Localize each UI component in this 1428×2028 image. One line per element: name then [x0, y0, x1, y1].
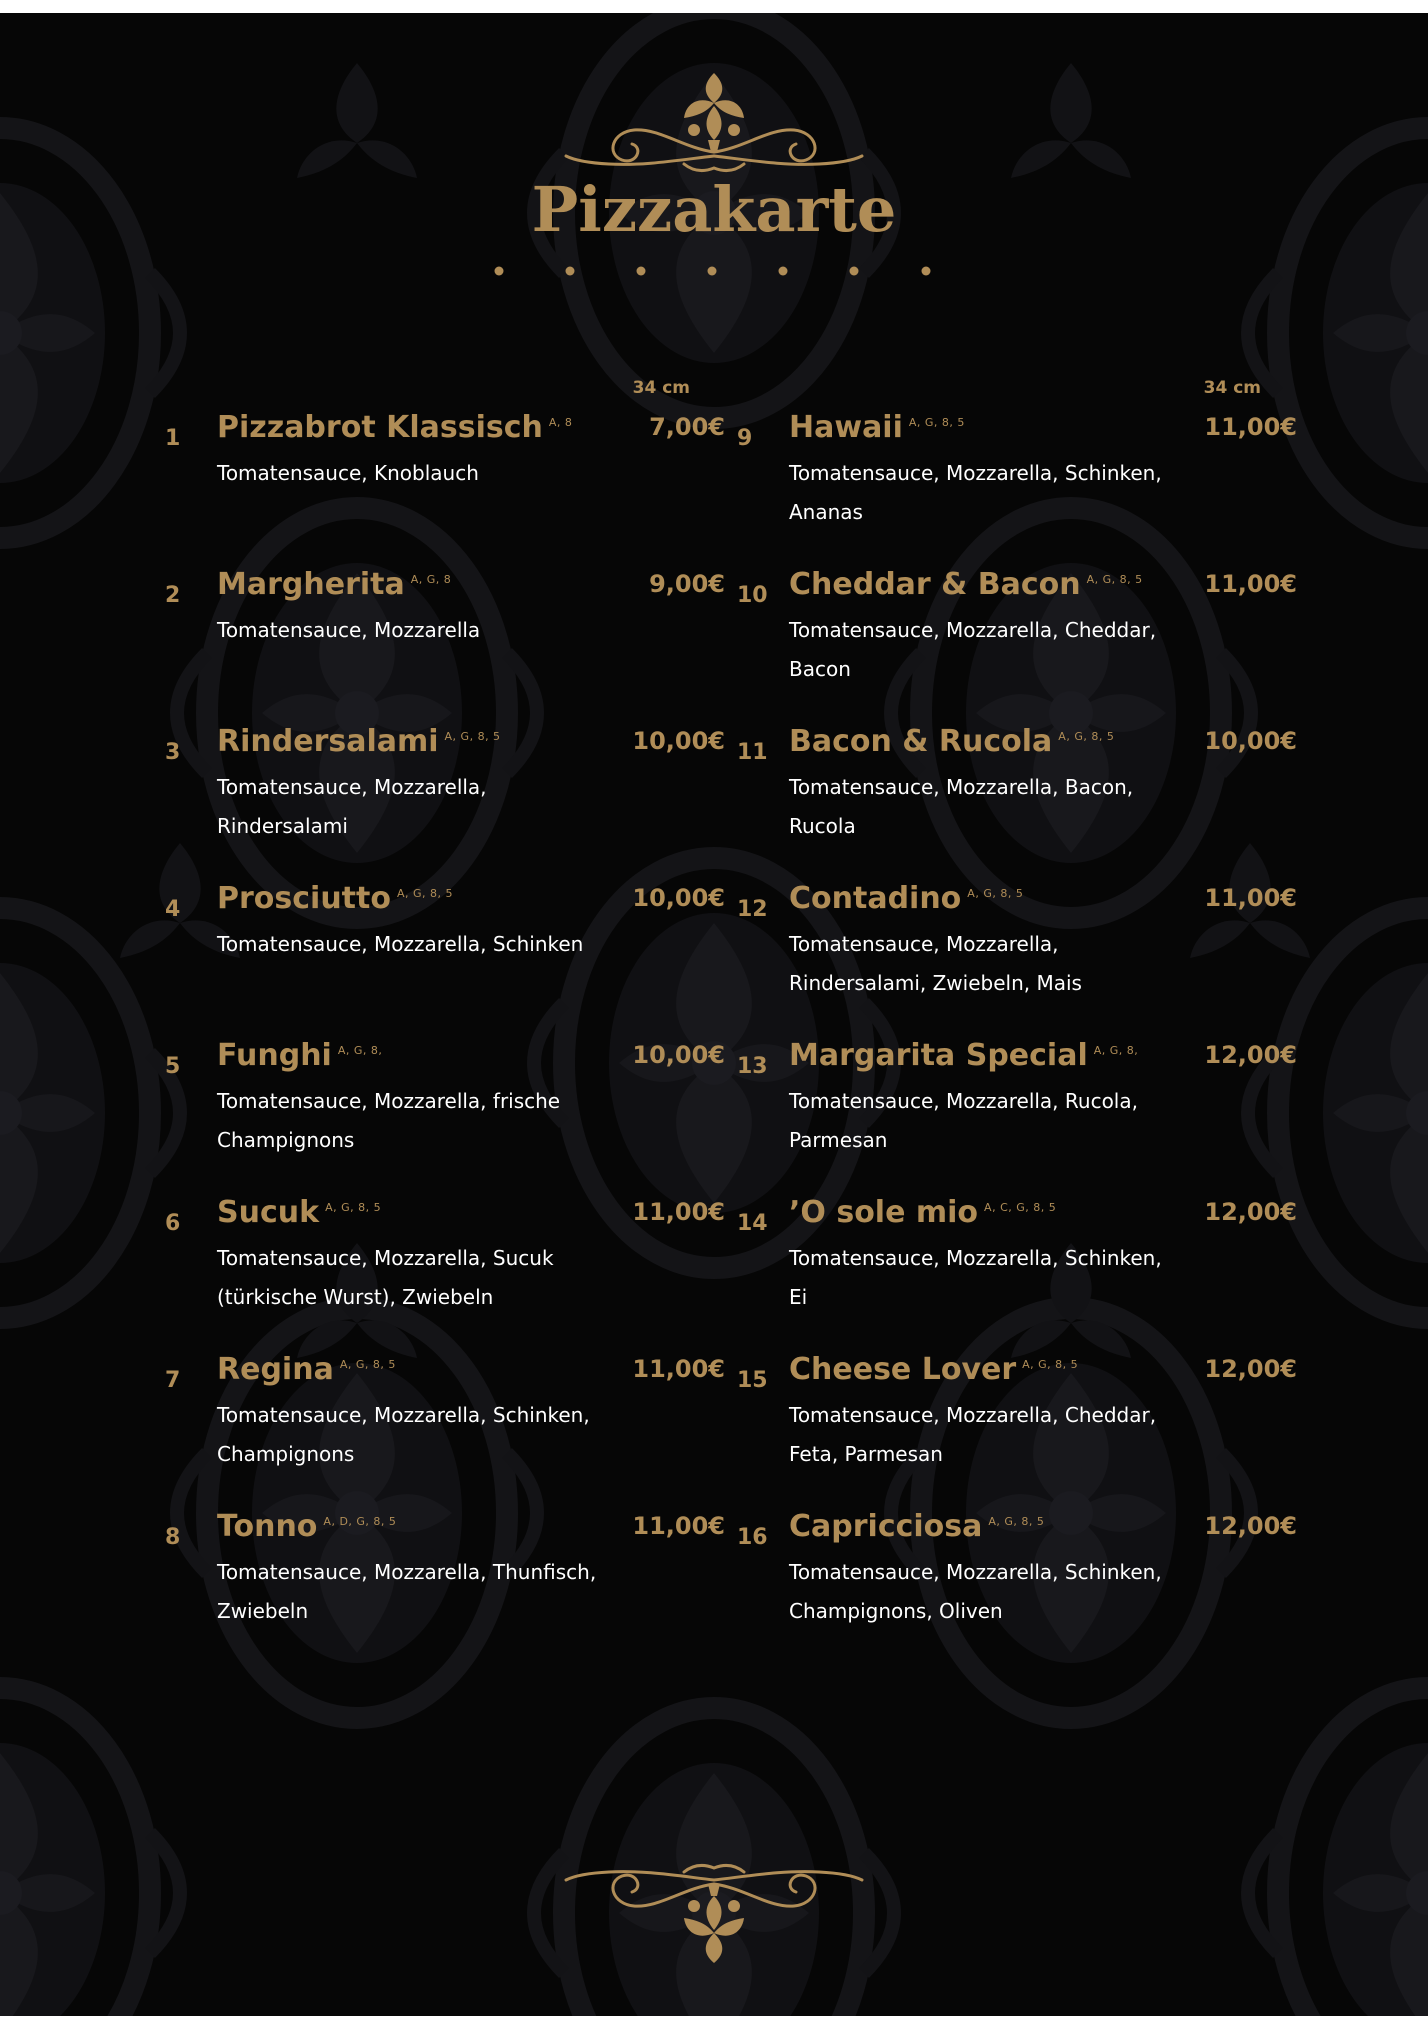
item-heading: [789, 724, 1114, 759]
item-name: Bacon & Rucola: [789, 724, 1053, 759]
item-price: 11,00€: [632, 1355, 725, 1383]
item-number: 10: [737, 583, 768, 608]
size-label-right: 34 cm: [1203, 378, 1261, 398]
item-heading: [217, 881, 453, 916]
item-price: 12,00€: [1204, 1198, 1297, 1226]
item-heading: [789, 881, 1023, 916]
item-name: Sucuk: [217, 1195, 320, 1230]
item-allergens: A, G, 8, 5: [988, 1515, 1045, 1528]
item-name: Pizzabrot Klassisch: [217, 410, 543, 445]
item-allergens: A, G, 8, 5: [396, 887, 453, 900]
item-price: 12,00€: [1204, 1355, 1297, 1383]
item-price: 9,00€: [649, 570, 725, 598]
item-price: 7,00€: [649, 413, 725, 441]
item-price: 11,00€: [1204, 570, 1297, 598]
menu-item: [165, 1509, 725, 1659]
item-heading: [217, 567, 451, 602]
item-number: 5: [165, 1054, 181, 1079]
item-description: Tomatensauce, Mozzarella, Bacon, Rucola: [789, 775, 1134, 838]
item-allergens: A, G, 8, 5: [967, 887, 1024, 900]
item-allergens: A, G, 8, 5: [1022, 1358, 1079, 1371]
item-number: 11: [737, 740, 768, 765]
item-name: Margarita Special: [789, 1038, 1088, 1073]
page-title: Pizzakarte: [531, 173, 897, 246]
item-price: 10,00€: [1204, 727, 1297, 755]
menu-item: [165, 724, 725, 874]
item-heading: [789, 1195, 1056, 1230]
item-name: Funghi: [217, 1038, 332, 1073]
item-allergens: A, G, 8, 5: [1086, 573, 1143, 586]
item-heading: [789, 1352, 1078, 1387]
item-heading: [217, 1509, 396, 1544]
item-price: 12,00€: [1204, 1041, 1297, 1069]
menu-item: [737, 1195, 1297, 1345]
item-number: 7: [165, 1368, 181, 1393]
menu-item: [737, 410, 1297, 560]
item-heading: [217, 724, 501, 759]
item-number: 14: [737, 1211, 768, 1236]
item-name: Cheese Lover: [789, 1352, 1017, 1387]
item-allergens: A, G, 8, 5: [908, 416, 965, 429]
item-price: 10,00€: [632, 884, 725, 912]
item-price: 10,00€: [632, 1041, 725, 1069]
item-allergens: A, G, 8, 5: [444, 730, 501, 743]
item-description: Tomatensauce, Mozzarella, Schinken, Champignons, Oliven: [789, 1560, 1162, 1623]
menu-item: [165, 881, 725, 1031]
item-price: 10,00€: [632, 727, 725, 755]
item-name: Tonno: [217, 1509, 318, 1544]
item-number: 1: [165, 426, 181, 451]
size-label-left: 34 cm: [632, 378, 690, 398]
item-description: Tomatensauce, Mozzarella, Rindersalami: [217, 775, 487, 838]
item-number: 12: [737, 897, 768, 922]
item-description: Tomatensauce, Mozzarella, Rucola, Parmesan: [789, 1089, 1138, 1152]
item-number: 16: [737, 1525, 768, 1550]
menu-item: [737, 724, 1297, 874]
item-name: Cheddar & Bacon: [789, 567, 1081, 602]
item-heading: [789, 1038, 1138, 1073]
item-description: Tomatensauce, Mozzarella, Sucuk (türkische Wurst), Zwiebeln: [217, 1246, 554, 1309]
menu-item: [165, 1195, 725, 1345]
item-heading: [217, 1352, 396, 1387]
item-description: Tomatensauce, Mozzarella: [217, 618, 481, 642]
item-number: 2: [165, 583, 181, 608]
item-price: 11,00€: [632, 1512, 725, 1540]
item-heading: [789, 410, 965, 445]
item-description: Tomatensauce, Mozzarella, Schinken: [217, 932, 584, 956]
item-allergens: A, G, 8, 5: [339, 1358, 396, 1371]
item-number: 9: [737, 426, 753, 451]
item-number: 15: [737, 1368, 768, 1393]
menu-item: [165, 410, 725, 560]
item-name: Contadino: [789, 881, 962, 916]
item-number: 3: [165, 740, 181, 765]
item-price: 11,00€: [1204, 884, 1297, 912]
item-heading: [217, 1038, 382, 1073]
item-allergens: A, 8: [548, 416, 573, 429]
item-price: 11,00€: [632, 1198, 725, 1226]
item-heading: [217, 410, 572, 445]
item-heading: [789, 567, 1143, 602]
item-allergens: A, G, 8, 5: [325, 1201, 382, 1214]
item-description: Tomatensauce, Mozzarella, Cheddar, Bacon: [789, 618, 1157, 681]
item-description: Tomatensauce, Mozzarella, Schinken, Ei: [789, 1246, 1162, 1309]
menu-item: [737, 1509, 1297, 1659]
item-name: Regina: [217, 1352, 334, 1387]
item-number: 13: [737, 1054, 768, 1079]
menu-item: [165, 1038, 725, 1188]
item-allergens: A, G, 8, 5: [1058, 730, 1115, 743]
item-description: Tomatensauce, Mozzarella, Thunfisch, Zwiebeln: [217, 1560, 597, 1623]
item-allergens: A, G, 8,: [1093, 1044, 1139, 1057]
item-allergens: A, G, 8,: [337, 1044, 383, 1057]
item-name: Hawaii: [789, 410, 903, 445]
item-description: Tomatensauce, Knoblauch: [217, 461, 479, 485]
item-number: 4: [165, 897, 181, 922]
item-description: Tomatensauce, Mozzarella, Cheddar, Feta, Parmesan: [789, 1403, 1157, 1466]
baroque-flourish-icon: [564, 68, 864, 188]
menu-item: [737, 567, 1297, 717]
menu-item: [737, 1352, 1297, 1502]
item-name: Rindersalami: [217, 724, 439, 759]
item-price: 12,00€: [1204, 1512, 1297, 1540]
item-description: Tomatensauce, Mozzarella, Schinken, Ananas: [789, 461, 1162, 524]
item-heading: [789, 1509, 1044, 1544]
item-number: 8: [165, 1525, 181, 1550]
item-price: 11,00€: [1204, 413, 1297, 441]
item-name: Prosciutto: [217, 881, 391, 916]
item-number: 6: [165, 1211, 181, 1236]
menu-page: [0, 13, 1428, 2016]
menu-item: [165, 567, 725, 717]
item-name: ’O sole mio: [789, 1195, 979, 1230]
item-name: Margherita: [217, 567, 405, 602]
item-description: Tomatensauce, Mozzarella, frische Champignons: [217, 1089, 561, 1152]
item-name: Capricciosa: [789, 1509, 983, 1544]
item-allergens: A, C, G, 8, 5: [984, 1201, 1057, 1214]
item-description: Tomatensauce, Mozzarella, Rindersalami, Zwiebeln, Mais: [789, 932, 1082, 995]
item-heading: [217, 1195, 381, 1230]
dot-divider: [490, 264, 938, 278]
menu-item: [737, 1038, 1297, 1188]
menu-item: [165, 1352, 725, 1502]
item-description: Tomatensauce, Mozzarella, Schinken, Champignons: [217, 1403, 590, 1466]
menu-item: [737, 881, 1297, 1031]
baroque-flourish-icon: [564, 1848, 864, 1968]
item-allergens: A, D, G, 8, 5: [323, 1515, 397, 1528]
item-allergens: A, G, 8: [410, 573, 452, 586]
